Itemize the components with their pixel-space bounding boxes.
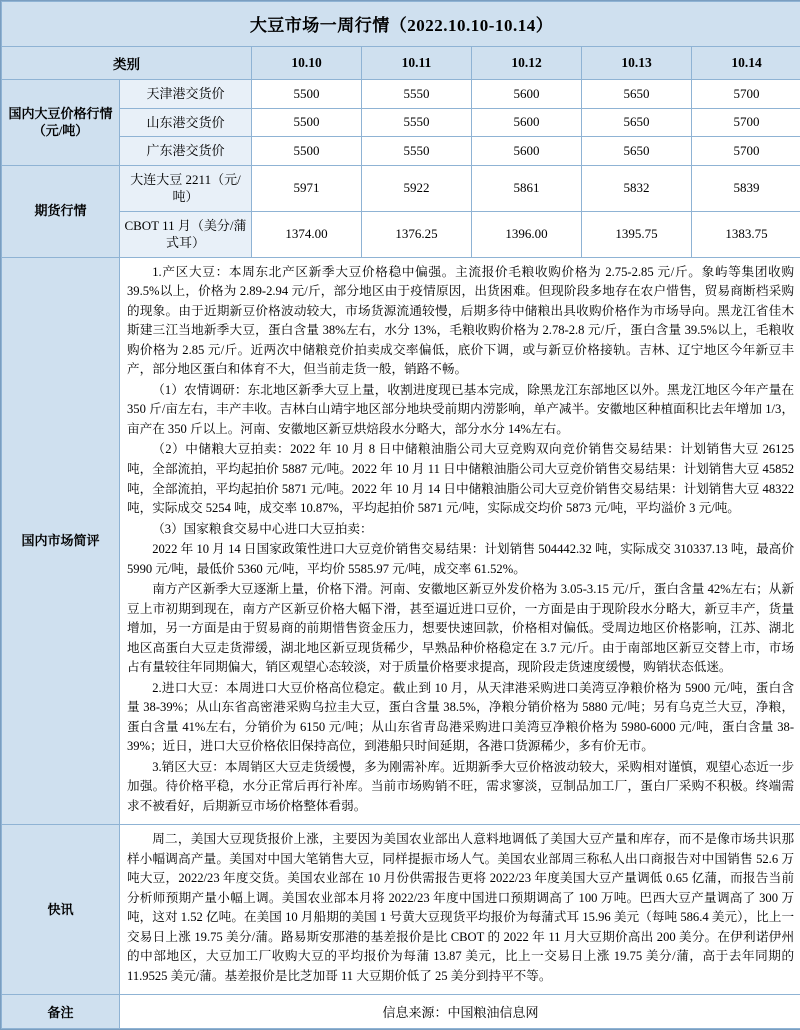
review-paragraph-5: 2022 年 10 月 14 日国家政策性进口大豆竞价销售交易结果：计划销售 504442.32 吨，实际成交 310337.13 吨，最高价 5990 元/吨，最低价 5360 元/吨，平均价 5585.97 元/吨，成交率 61.52%。 xyxy=(127,540,794,579)
cell-dalian-1010: 5971 xyxy=(252,165,362,211)
table-row xyxy=(2,137,800,166)
review-paragraph-1: 1.产区大豆：本周东北产区新季大豆价格稳中偏强。主流报价毛粮收购价格为 2.75-2.85 元/斤。象屿等集团收购 39.5%以上，价格为 2.89-2.94 元/斤，部分地区由于疫情原因，出货困难。但现阶段多地存在农户惜售，贸易商断档采购的现象。由于近期新豆价格波动较大，市场货源流通较慢，后期多待中储粮出具收购价格作为市场导向。黑龙江省佳木斯建三江当地新季大豆，蛋白含量 38%左右，水分 13%，毛粮收购价格为 2.78-2.8 元/斤，蛋白含量 39.5%以上，毛粮收购价格为 2.85 元/斤。近两次中储粮竞价拍卖成交率偏低，底价下调，或与新豆价格接轨。吉林、辽宁地区今年新豆丰产，部分地区蛋白和体育不大，但当前走货一般，销路不畅。 xyxy=(127,263,794,380)
remark-row xyxy=(2,995,800,1029)
cell-cbot-1010: 1374.00 xyxy=(252,211,362,257)
cell-cbot-1013: 1395.75 xyxy=(582,211,692,257)
news-body xyxy=(120,825,800,995)
cell-guangdong-1013: 5650 xyxy=(582,137,692,166)
row-label-tianjin: 天津港交货价 xyxy=(120,80,252,109)
table-row xyxy=(2,211,800,257)
news-row xyxy=(2,825,800,995)
section-label-market-review: 国内市场简评 xyxy=(2,257,120,824)
news-paragraph-1: 周二，美国大豆现货报价上涨，主要因为美国农业部出人意料地调低了美国大豆产量和库存，而不是像市场共识那样小幅调高产量。美国对中国大笔销售大豆，同样提振市场人气。美国农业部周三称私人出口商报告对中国销售 52.6 万吨大豆，2022/23 年度交货。美国农业部在 10 月份供需报告更将 2022/23 年度美国大豆产量调低 0.65 亿蒲，而报告当前分析师预期产量小幅上调。美国农业部本月将 2022/23 年度中国进口预期调高了 100 万吨。巴西大豆产量调高了 300 万吨，这对 1.52 亿吨。在美国 10 月船期的美国 1 号黄大豆现货平均报价为每蒲式耳 15.96 美元（每吨 586.4 美元），比上一交易日上涨 19.75 美分/蒲。路易斯安那港的基差报价是比 CBOT 的 2022 年 11 月大豆期价高出 200 美分。在伊利诺伊州的中部地区，大豆加工厂收购大豆的平均报价为每蒲 13.87 美元，比上一交易日上涨 19.75 美分/蒲，高于去年同期的 11.9525 美元/蒲。基差报价是比芝加哥 11 大豆期价低了 25 美分到持平不等。 xyxy=(127,830,794,986)
cell-tianjin-1012: 5600 xyxy=(472,80,582,109)
section-label-domestic-price: 国内大豆价格行情（元/吨） xyxy=(2,80,120,166)
page-title: 大豆市场一周行情（2022.10.10-10.14） xyxy=(2,2,800,47)
section-label-remark: 备注 xyxy=(2,995,120,1029)
header-row xyxy=(2,47,800,80)
cell-tianjin-1011: 5550 xyxy=(362,80,472,109)
cell-guangdong-1010: 5500 xyxy=(252,137,362,166)
review-paragraph-6: 南方产区新季大豆逐渐上量，价格下滑。河南、安徽地区新豆外发价格为 3.05-3.15 元/斤，蛋白含量 42%左右；从新豆上市初期到现在，南方产区新豆价格大幅下滑，甚至逼近进口豆价，一方面是由于现阶段水分略大，新豆丰产，货量增加，另一方面是由于贸易商的前期惜售资金压力，想要快速回款，价格相对偏低。受周边地区价格影响，江苏、湖北地区高蛋白大豆走货滞缓，湖北地区新豆现货稀少，早熟品种价格稳定在 3.7 元/斤。由于南部地区新豆交替上市，市场占有量较往年同期偏大，销区观望心态较淡，对于质量价格要求提高，现阶段走货速度缓慢，购销状态低迷。 xyxy=(127,580,794,678)
row-label-shandong: 山东港交货价 xyxy=(120,108,252,137)
cell-shandong-1011: 5550 xyxy=(362,108,472,137)
review-paragraph-3: （2）中储粮大豆拍卖：2022 年 10 月 8 日中储粮油脂公司大豆竞购双向竞价销售交易结果：计划销售大豆 26125 吨，全部流拍，平均起拍价 5887 元/吨。2022 年 10 月 11 日中储粮油脂公司大豆竞价销售交易结果：计划销售大豆 45852 吨，全部流拍，平均起拍价 5871 元/吨。2022 年 10 月 14 日中储粮油脂公司大豆竞价销售交易结果：计划销售大豆 48322 吨，实际成交 5254 吨，成交率 10.87%，平均起拍价 5871 元/吨，实际成交均价 5873 元/吨，平均溢价 3 元/吨。 xyxy=(127,440,794,518)
cell-guangdong-1012: 5600 xyxy=(472,137,582,166)
cell-cbot-1014: 1383.75 xyxy=(692,211,800,257)
cell-dalian-1013: 5832 xyxy=(582,165,692,211)
review-paragraph-7: 2.进口大豆：本周进口大豆价格高位稳定。截止到 10 月，从天津港采购进口美湾豆净粮价格为 5900 元/吨，蛋白含量 38-39%；从山东省高密港采购乌拉圭大豆，蛋白含量 38.5%，净粮分销价格为 5880 元/吨；另有乌克兰大豆，净粮，蛋白含量 41%左右，分销价为 6150 元/吨；从山东省青岛港采购进口美湾豆净粮价格为 5980-6000 元/吨，蛋白含量 38-39%；近日，进口大豆价格依旧保持高位，到港船只时间延期，各港口货源稀少，多有价无市。 xyxy=(127,679,794,757)
row-label-cbot-nov: CBOT 11 月（美分/蒲式耳） xyxy=(120,211,252,257)
cell-guangdong-1014: 5700 xyxy=(692,137,800,166)
date-header-1: 10.10 xyxy=(252,47,362,80)
report-table xyxy=(1,1,800,1029)
title-row xyxy=(2,2,800,47)
row-label-dalian-2211: 大连大豆 2211（元/吨） xyxy=(120,165,252,211)
category-header: 类别 xyxy=(2,47,252,80)
table-row xyxy=(2,108,800,137)
date-header-3: 10.12 xyxy=(472,47,582,80)
cell-cbot-1012: 1396.00 xyxy=(472,211,582,257)
date-header-5: 10.14 xyxy=(692,47,800,80)
cell-shandong-1012: 5600 xyxy=(472,108,582,137)
cell-dalian-1012: 5861 xyxy=(472,165,582,211)
review-paragraph-8: 3.销区大豆：本周销区大豆走货缓慢，多为刚需补库。近期新季大豆价格波动较大，采购相对谨慎，观望心态近一步加强。待价格平稳，水分正常后再行补库。当前市场购销不旺，需求寥淡，豆制品加工厂，蛋白厂采购不积极。终端需求不被看好，后期新豆市场价格整体看弱。 xyxy=(127,758,794,817)
section-label-futures: 期货行情 xyxy=(2,165,120,257)
market-review-row xyxy=(2,257,800,824)
date-header-4: 10.13 xyxy=(582,47,692,80)
cell-tianjin-1010: 5500 xyxy=(252,80,362,109)
source-text: 信息来源：中国粮油信息网 xyxy=(120,995,800,1029)
table-row xyxy=(2,165,800,211)
cell-tianjin-1013: 5650 xyxy=(582,80,692,109)
cell-cbot-1011: 1376.25 xyxy=(362,211,472,257)
cell-dalian-1011: 5922 xyxy=(362,165,472,211)
cell-shandong-1010: 5500 xyxy=(252,108,362,137)
cell-shandong-1013: 5650 xyxy=(582,108,692,137)
table-row xyxy=(2,80,800,109)
cell-tianjin-1014: 5700 xyxy=(692,80,800,109)
cell-guangdong-1011: 5550 xyxy=(362,137,472,166)
cell-dalian-1014: 5839 xyxy=(692,165,800,211)
cell-shandong-1014: 5700 xyxy=(692,108,800,137)
date-header-2: 10.11 xyxy=(362,47,472,80)
section-label-news: 快讯 xyxy=(2,825,120,995)
review-paragraph-2: （1）农情调研：东北地区新季大豆上量，收割进度现已基本完成，除黑龙江东部地区以外。黑龙江地区今年产量在 350 斤/亩左右，丰产丰收。吉林白山靖宇地区部分地块受前期内涝影响，单产减半。安徽地区种植面积比去年增加 1/3，亩产在 350 斤以上。河南、安徽地区新豆烘焙段水分略大，部分水分 14%左右。 xyxy=(127,381,794,440)
market-review-body xyxy=(120,257,800,824)
review-paragraph-4: （3）国家粮食交易中心进口大豆拍卖： xyxy=(127,520,794,540)
row-label-guangdong: 广东港交货价 xyxy=(120,137,252,166)
